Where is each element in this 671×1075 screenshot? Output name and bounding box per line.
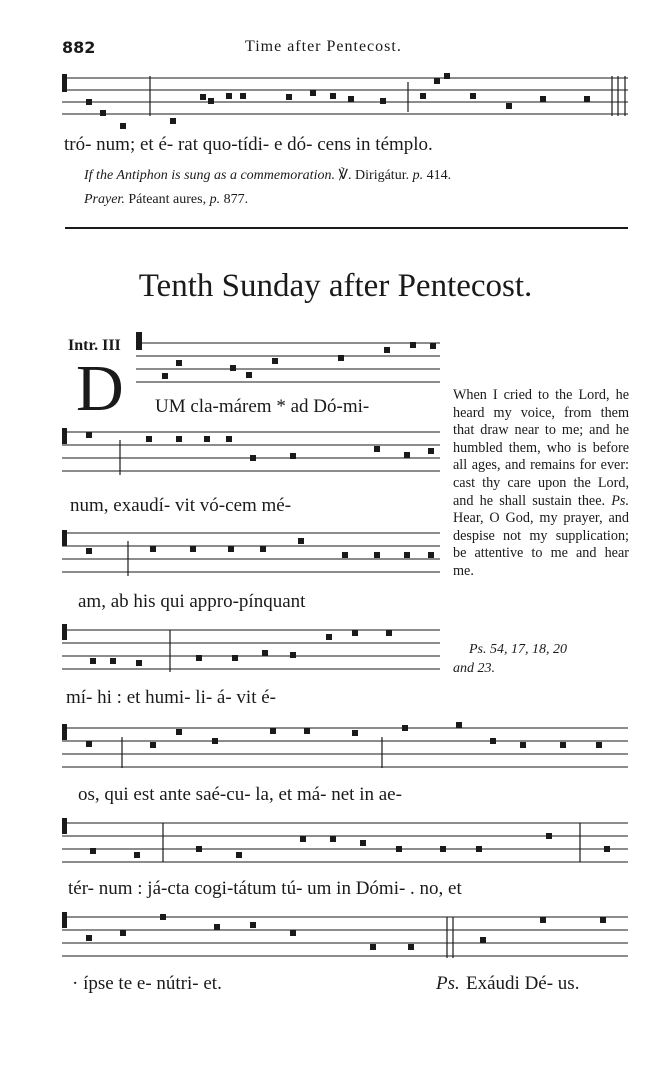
section-divider xyxy=(65,227,628,229)
commemoration-page-number: 414. xyxy=(426,168,452,183)
commemoration-italic: If the Antiphon is sung as a commemoration. xyxy=(84,168,335,183)
scripture-reference xyxy=(453,640,629,678)
lyrics-line-5: os, qui est ante saé-cu- la, et má- net in ae- xyxy=(78,784,402,805)
reference-line-1: Ps. 54, 17, 18, 20 xyxy=(469,642,567,657)
lyrics-line-1: UM cla-márem * ad Dó-mi- xyxy=(155,396,370,417)
prayer-page-label: p. xyxy=(209,192,221,207)
lyrics-line-2: num, exaudí- vit vó-cem mé- xyxy=(70,495,292,516)
introit-label: Intr. III xyxy=(68,337,121,354)
reference-line-2: and 23. xyxy=(453,661,495,676)
lyrics-line-4: mí- hi : et humi- li- á- vit é- xyxy=(66,687,277,708)
commemoration-page-label: p. xyxy=(412,168,424,183)
prayer-page-number: 877. xyxy=(223,192,249,207)
translation-psalm-text: Hear, O God, my prayer, and despise not my supplication; be attentive to me and hear me. xyxy=(453,510,629,579)
translation-psalm-label: Ps. xyxy=(611,492,629,509)
commemoration-note xyxy=(84,167,451,184)
lyrics-line-7: · ípse te e- nútri- et. xyxy=(72,973,222,994)
page-number: 882 xyxy=(62,38,96,57)
prayer-italic: Prayer. xyxy=(84,192,125,207)
page-title: Tenth Sunday after Pentecost. xyxy=(138,268,533,304)
psalm-incipit: Exáudi Dé- us. xyxy=(466,973,580,994)
running-title: Time after Pentecost. xyxy=(245,38,402,55)
prayer-note xyxy=(84,192,248,208)
top-system-lyrics: tró- num; et é- rat quo-tídi- e dó- cens in témplo. xyxy=(64,134,433,155)
commemoration-versicle: ℣. Dirigátur. xyxy=(338,168,410,183)
lyrics-line-6: tér- num : já-cta cogi-tátum tú- um in Dómi- . no, et xyxy=(68,878,462,899)
lyrics-line-3: am, ab his qui appro-pínquant xyxy=(78,591,306,612)
translation-text xyxy=(453,387,629,581)
prayer-text: Páteant aures, xyxy=(128,192,207,207)
translation-body: When I cried to the Lord, he heard my voice, from them that draw near to me; and he humbled them, who is before all ages, and remains for ever: cast thy care upon the Lord, and he shall sustain thee. xyxy=(453,387,629,509)
drop-cap-initial: D xyxy=(76,352,124,425)
psalm-label: Ps. xyxy=(436,973,460,994)
